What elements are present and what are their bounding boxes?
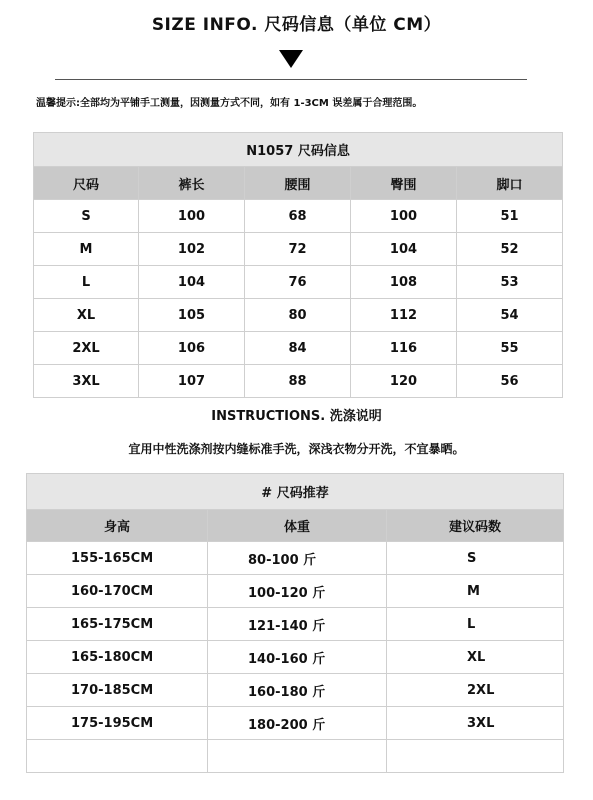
table-row	[34, 365, 563, 398]
table-cell: 100	[139, 200, 245, 233]
size-info-table	[33, 132, 563, 398]
table-cell: 140-160 斤	[208, 641, 387, 674]
table-cell: 104	[351, 233, 457, 266]
table-cell: 3XL	[34, 365, 139, 398]
table-row	[27, 575, 564, 608]
size-table-caption: N1057 尺码信息	[34, 133, 563, 167]
table-row	[27, 740, 564, 773]
table-cell: 112	[351, 299, 457, 332]
table-row	[34, 233, 563, 266]
table-row	[34, 266, 563, 299]
recommend-table-header	[27, 510, 564, 542]
table-cell: 155-165CM	[27, 542, 208, 575]
size-recommendation-table	[26, 473, 564, 773]
column-header: 臀围	[351, 167, 457, 200]
table-cell: L	[387, 608, 564, 641]
table-cell: 3XL	[387, 707, 564, 740]
table-cell	[27, 740, 208, 773]
table-row	[27, 641, 564, 674]
table-cell: 2XL	[34, 332, 139, 365]
column-header: 建议码数	[387, 510, 564, 542]
table-cell: 170-185CM	[27, 674, 208, 707]
table-cell: 160-170CM	[27, 575, 208, 608]
table-cell: XL	[387, 641, 564, 674]
measurement-notice: 温馨提示:全部均为平铺手工测量，因测量方式不同，如有 1-3CM 误差属于合理范围。	[36, 98, 423, 109]
table-cell: 52	[457, 233, 563, 266]
table-cell: 165-175CM	[27, 608, 208, 641]
table-cell: 160-180 斤	[208, 674, 387, 707]
down-arrow-icon	[279, 50, 303, 68]
table-cell: 80-100 斤	[208, 542, 387, 575]
table-cell: 80	[245, 299, 351, 332]
page-title: SIZE INFO. 尺码信息（单位 CM）	[151, 15, 442, 35]
table-cell: 121-140 斤	[208, 608, 387, 641]
table-row	[34, 332, 563, 365]
table-cell: 104	[139, 266, 245, 299]
table-cell: 106	[139, 332, 245, 365]
recommend-table-caption: # 尺码推荐	[27, 474, 564, 510]
table-cell: XL	[34, 299, 139, 332]
table-cell: 175-195CM	[27, 707, 208, 740]
table-cell: 88	[245, 365, 351, 398]
table-cell: 76	[245, 266, 351, 299]
table-cell: 120	[351, 365, 457, 398]
table-cell: 2XL	[387, 674, 564, 707]
table-row	[27, 674, 564, 707]
table-row	[27, 542, 564, 575]
table-cell: 53	[457, 266, 563, 299]
table-cell: L	[34, 266, 139, 299]
column-header: 脚口	[457, 167, 563, 200]
column-header: 体重	[208, 510, 387, 542]
table-cell: 54	[457, 299, 563, 332]
table-cell: 180-200 斤	[208, 707, 387, 740]
table-cell: 165-180CM	[27, 641, 208, 674]
table-cell: 116	[351, 332, 457, 365]
divider	[55, 79, 527, 80]
table-row	[34, 299, 563, 332]
table-cell: S	[34, 200, 139, 233]
table-row	[27, 608, 564, 641]
table-cell: M	[387, 575, 564, 608]
table-cell: 100-120 斤	[208, 575, 387, 608]
instructions-title: INSTRUCTIONS. 洗涤说明	[211, 409, 382, 424]
table-cell: 68	[245, 200, 351, 233]
table-cell: 102	[139, 233, 245, 266]
table-cell: M	[34, 233, 139, 266]
washing-instructions: 宜用中性洗涤剂按内缝标准手洗，深浅衣物分开洗，不宜暴晒。	[128, 442, 465, 456]
table-cell: 55	[457, 332, 563, 365]
table-cell: S	[387, 542, 564, 575]
table-cell: 84	[245, 332, 351, 365]
table-row	[27, 707, 564, 740]
table-cell: 105	[139, 299, 245, 332]
table-cell	[387, 740, 564, 773]
column-header: 腰围	[245, 167, 351, 200]
column-header: 身高	[27, 510, 208, 542]
table-cell: 100	[351, 200, 457, 233]
table-cell: 108	[351, 266, 457, 299]
table-cell: 56	[457, 365, 563, 398]
column-header: 裤长	[139, 167, 245, 200]
table-cell: 51	[457, 200, 563, 233]
table-cell: 107	[139, 365, 245, 398]
table-cell	[208, 740, 387, 773]
column-header: 尺码	[34, 167, 139, 200]
size-table-header	[34, 167, 563, 200]
table-cell: 72	[245, 233, 351, 266]
table-row	[34, 200, 563, 233]
